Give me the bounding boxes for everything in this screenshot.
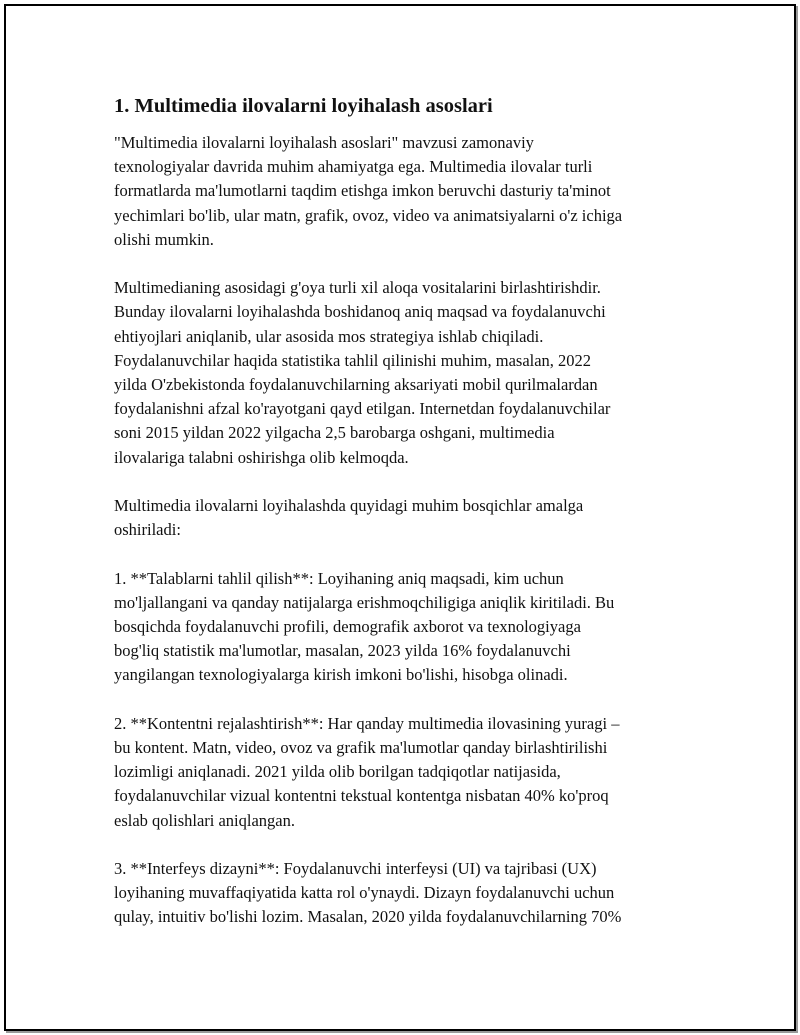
paragraph-line: mo'ljallangani va qanday natijalarga erishmoqchiligiga aniqlik kiritiladi. Bu [114,592,615,612]
paragraph-line: bosqichda foydalanuvchi profili, demografik axborot va texnologiyaga [114,617,581,637]
paragraph-line: yilda O'zbekistonda foydalanuvchilarning aksariyati mobil qurilmalardan [114,375,598,395]
paragraph-line: texnologiyalar davrida muhim ahamiyatga ega. Multimedia ilovalar turli [114,157,593,177]
paragraph-line: foydalanuvchilar vizual kontentni tekstual kontentga nisbatan 40% ko'proq [114,786,609,806]
paragraph-line: yangilangan texnologiyalarga kirish imkoni bo'lishi, hisobga olinadi. [114,665,568,685]
paragraph-line: qulay, intuitiv bo'lishi lozim. Masalan, 2020 yilda foydalanuvchilarning 70% [114,907,622,927]
paragraph-line: eslab qolishlari aniqlangan. [114,810,295,830]
document-body [114,92,704,954]
paragraph-line: lozimligi aniqlanadi. 2021 yilda olib borilgan tadqiqotlar natijasida, [114,762,561,782]
paragraph-line: Foydalanuvchilar haqida statistika tahlil qilinishi muhim, masalan, 2022 [114,350,592,370]
paragraph [114,494,704,542]
paragraph-line: loyihaning muvaffaqiyatida katta rol o'ynaydi. Dizayn foydalanuvchi uchun [114,883,615,903]
paragraph-line: oshiriladi: [114,520,181,540]
paragraph-line: olishi mumkin. [114,229,214,249]
paragraph-line: "Multimedia ilovalarni loyihalash asoslari" mavzusi zamonaviy [114,133,534,152]
paragraph-line: bu kontent. Matn, video, ovoz va grafik ma'lumotlar qanday birlashtirilishi [114,738,608,758]
paragraph-line: ilovalariga talabni oshirishga olib kelmoqda. [114,447,409,467]
paragraph-line: formatlarda ma'lumotlarni taqdim etishga imkon beruvchi dasturiy ta'minot [114,181,611,201]
paragraph-line: Bunday ilovalarni loyihalashda boshidanoq aniq maqsad va foydalanuvchi [114,302,606,322]
paragraph-line: soni 2015 yildan 2022 yilgacha 2,5 barobarga oshgani, multimedia [114,423,555,443]
paragraph-line: yechimlari bo'lib, ular matn, grafik, ovoz, video va animatsiyalarni o'z ichiga [114,205,623,225]
paragraph-line: foydalanishni afzal ko'rayotgani qayd etilgan. Internetdan foydalanuvchilar [114,399,611,419]
paragraph-line: ehtiyojlari aniqlanib, ular asosida mos strategiya ishlab chiqiladi. [114,326,544,346]
paragraph [114,276,704,470]
section-heading: 1. Multimedia ilovalarni loyihalash asoslari [114,95,493,117]
paragraph [114,712,704,833]
paragraph-container [114,131,704,930]
paragraph [114,567,704,688]
paragraph-line: 3. **Interfeys dizayni**: Foydalanuvchi interfeysi (UI) va tajribasi (UX) [114,859,597,879]
paragraph-line: 2. **Kontentni rejalashtirish**: Har qanday multimedia ilovasining yuragi – [114,713,620,733]
paragraph-line: 1. **Talablarni tahlil qilish**: Loyihaning aniq maqsadi, kim uchun [114,568,564,588]
paragraph-line: bog'liq statistik ma'lumotlar, masalan, 2023 yilda 16% foydalanuvchi [114,641,571,661]
paragraph [114,131,704,252]
paragraph-line: Multimedia ilovalarni loyihalashda quyidagi muhim bosqichlar amalga [114,496,584,516]
paragraph-line: Multimedianing asosidagi g'oya turli xil aloqa vositalarini birlashtirishdir. [114,278,601,298]
paragraph [114,857,704,930]
